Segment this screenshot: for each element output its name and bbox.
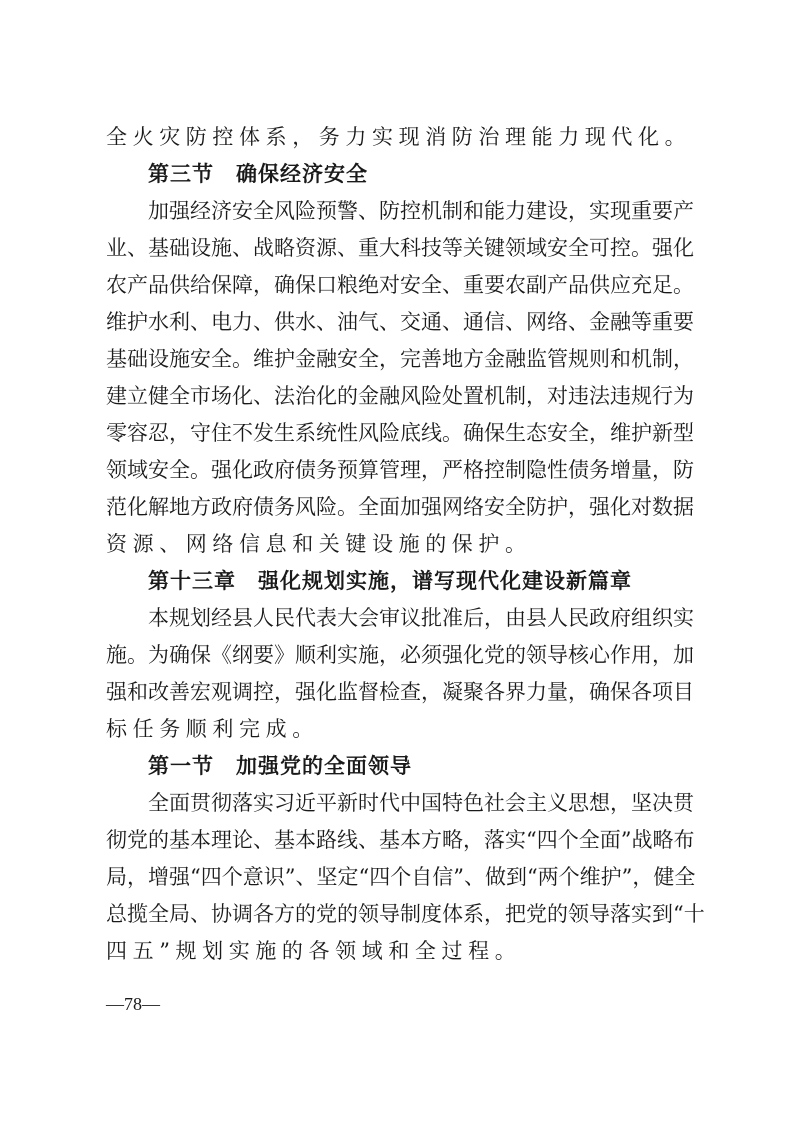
text-line: 维护水利、电力、供水、油气、交通、通信、网络、金融等重要 bbox=[106, 310, 694, 334]
section-heading: 第一节 加强党的全面领导 bbox=[148, 754, 412, 778]
text-line: 局，增强“四个意识”、坚定“四个自信”、做到“两个维护”，健全 bbox=[106, 865, 696, 889]
section-heading: 第三节 确保经济安全 bbox=[148, 162, 368, 186]
text-line: 总揽全局、协调各方的党的领导制度体系，把党的领导落实到“十 bbox=[106, 902, 705, 926]
text-line: 资源、网络信息和关键设施的保护。 bbox=[106, 532, 532, 556]
text-line: 领域安全。强化政府债务预算管理，严格控制隐性债务增量，防 bbox=[106, 458, 694, 482]
text-line: 本规划经县人民代表大会审议批准后，由县人民政府组织实 bbox=[148, 606, 694, 630]
text-line: 标任务顺利完成。 bbox=[106, 717, 319, 741]
page-number: —78— bbox=[106, 994, 160, 1014]
text-line: 全面贯彻落实习近平新时代中国特色社会主义思想，坚决贯 bbox=[148, 791, 694, 815]
text-line: 基础设施安全。维护金融安全，完善地方金融监管规则和机制， bbox=[106, 347, 694, 371]
text-line: 强和改善宏观调控，强化监督检查，凝聚各界力量，确保各项目 bbox=[106, 680, 694, 704]
text-line: 施。为确保《纲要》顺利实施，必须强化党的领导核心作用，加 bbox=[106, 643, 694, 667]
text-line: 彻党的基本理论、基本路线、基本方略，落实“四个全面”战略布 bbox=[106, 828, 695, 852]
text-line: 业、基础设施、战略资源、重大科技等关键领域安全可控。强化 bbox=[106, 236, 694, 260]
text-line: 四五”规划实施的各领域和全过程。 bbox=[106, 939, 522, 963]
text-line: 农产品供给保障，确保口粮绝对安全、重要农副产品供应充足。 bbox=[106, 273, 694, 297]
text-line: 零容忍，守住不发生系统性风险底线。确保生态安全，维护新型 bbox=[106, 421, 694, 445]
text-line: 建立健全市场化、法治化的金融风险处置机制，对违法违规行为 bbox=[106, 384, 694, 408]
text-line: 全火灾防控体系，务力实现消防治理能力现代化。 bbox=[106, 125, 692, 149]
text-line: 范化解地方政府债务风险。全面加强网络安全防护，强化对数据 bbox=[106, 495, 694, 519]
section-heading: 第十三章 强化规划实施，谱写现代化建设新篇章 bbox=[148, 569, 632, 593]
text-line: 加强经济安全风险预警、防控机制和能力建设，实现重要产 bbox=[148, 199, 694, 223]
